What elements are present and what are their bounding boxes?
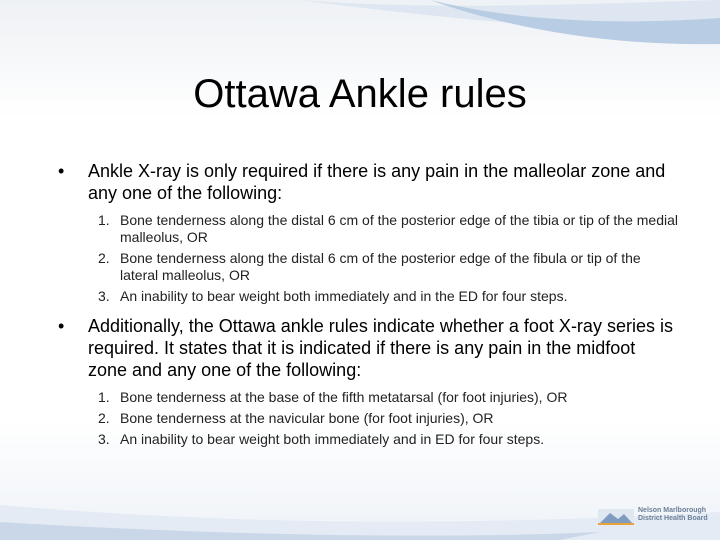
foot-criteria-list bbox=[98, 389, 678, 448]
list-number: 2. bbox=[98, 250, 110, 266]
bullet-text: Additionally, the Ottawa ankle rules indicate whether a foot X-ray series is required. It states that it is indicated if there is any pain in the midfoot zone and any one of the following: bbox=[88, 316, 673, 380]
nmdhb-logo-mark-icon bbox=[598, 507, 634, 527]
list-item-text: An inability to bear weight both immediately and in the ED for four steps. bbox=[120, 288, 568, 304]
nmdhb-logo bbox=[598, 505, 710, 527]
logo-line-2: District Health Board bbox=[638, 515, 708, 522]
slide-content bbox=[58, 160, 678, 458]
list-item-text: Bone tenderness along the distal 6 cm of the posterior edge of the tibia or tip of the medial malleolus, OR bbox=[120, 212, 679, 245]
bullet-text: Ankle X-ray is only required if there is any pain in the malleolar zone and any one of the following: bbox=[88, 161, 666, 203]
bullet-ankle-xray bbox=[58, 160, 678, 204]
list-item bbox=[98, 389, 678, 406]
list-number: 3. bbox=[98, 288, 110, 304]
list-item bbox=[98, 431, 678, 448]
list-number: 1. bbox=[98, 389, 110, 405]
list-item bbox=[98, 410, 678, 427]
list-number: 3. bbox=[98, 431, 110, 447]
slide-title: Ottawa Ankle rules bbox=[193, 72, 527, 116]
list-item-text: Bone tenderness along the distal 6 cm of the posterior edge of the fibula or tip of the lateral malleolus, OR bbox=[120, 250, 641, 283]
list-item-text: An inability to bear weight both immediately and in ED for four steps. bbox=[120, 431, 545, 447]
bullet-dot-icon: • bbox=[58, 316, 65, 336]
list-number: 1. bbox=[98, 212, 110, 228]
nmdhb-logo-text bbox=[638, 507, 708, 523]
list-item bbox=[98, 212, 678, 246]
list-item bbox=[98, 288, 678, 305]
ankle-criteria-list bbox=[98, 212, 678, 305]
logo-line-1: Nelson Marlborough bbox=[638, 507, 707, 514]
bullet-dot-icon: • bbox=[58, 161, 65, 181]
bullet-foot-xray bbox=[58, 315, 678, 381]
list-item-text: Bone tenderness at the navicular bone (for foot injuries), OR bbox=[120, 410, 494, 426]
list-item bbox=[98, 250, 678, 284]
list-number: 2. bbox=[98, 410, 110, 426]
list-item-text: Bone tenderness at the base of the fifth metatarsal (for foot injuries), OR bbox=[120, 389, 568, 405]
